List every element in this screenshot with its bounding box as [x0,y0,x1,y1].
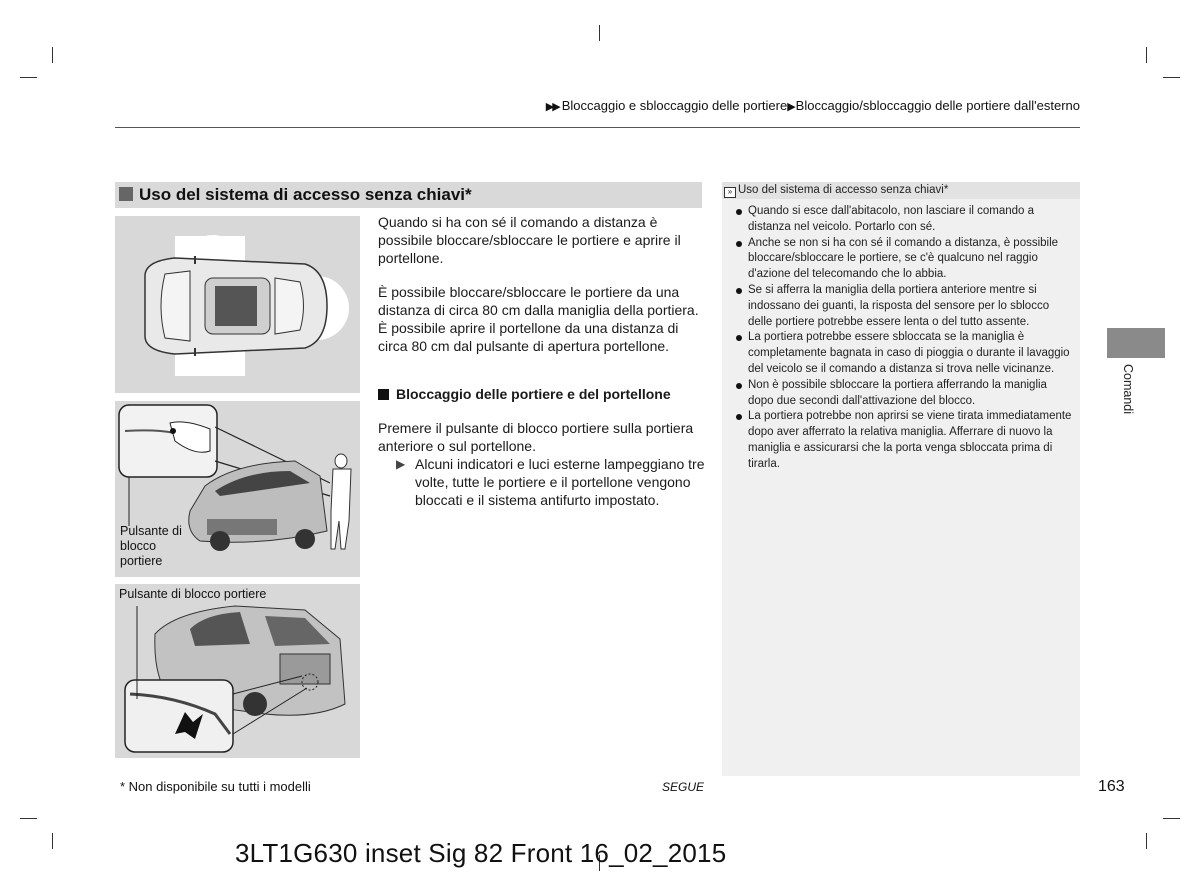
section-title-star: * [465,185,472,204]
figure-tailgate-button [115,584,360,758]
print-slug: 3LT1G630 inset Sig 82 Front 16_02_2015 [235,838,727,868]
cross-reference-icon: » [724,187,736,198]
section-title [115,182,702,208]
breadcrumb-part-1: Bloccaggio e sbloccaggio delle portiere [561,98,788,113]
intro-paragraph: Quando si ha con sé il comando a distanza è possibile bloccare/sbloccare le portiere e aprire il portellone. [378,214,681,267]
breadcrumb-arrows-icon: ▶▶ [545,101,559,113]
side-note-item: Quando si esce dall'abitacolo, non lasciare il comando a distanza nel veicolo. Portarlo con sé. [734,204,1072,236]
crop-mark [20,818,37,819]
figure-car-top-view [115,216,360,393]
page-number: 163 [1098,778,1125,795]
result-step [378,455,706,510]
main-text-column [378,213,706,510]
figure-3-caption: Pulsante di blocco portiere [119,587,267,601]
crop-mark [1163,77,1180,78]
figure-2-caption: Pulsante di blocco portiere [120,524,182,568]
section-title-text: Uso del sistema di accesso senza chiavi [139,185,465,204]
crop-mark [52,47,53,63]
step-arrow-icon: ▶ [396,457,406,472]
breadcrumb-part-2: Bloccaggio/sbloccaggio delle portiere dall'esterno [795,98,1080,113]
side-note-item: Anche se non si ha con sé il comando a distanza, è possibile bloccare/sbloccare le portiere, se c'è qualcuno nel raggio d'azione del telecomando che lo abbia. [734,236,1072,283]
crop-mark [20,77,37,78]
side-note-title-star: * [943,184,949,196]
side-note-title: Uso del sistema di accesso senza chiavi [738,184,944,196]
subheading-square-icon [378,389,389,400]
crop-mark [1146,833,1147,849]
crop-mark [52,833,53,849]
footnote: * Non disponibile su tutti i modelli [120,779,311,794]
side-note-panel [722,182,1080,776]
breadcrumb [546,98,1080,113]
side-note-item: Se si afferra la maniglia della portiera anteriore mentre si indossano dei guanti, la risposta del sensore per lo sblocco delle portiere potrebbe essere lenta o del tutto assente. [734,283,1072,330]
side-note-item: Non è possibile sbloccare la portiera afferrando la maniglia dopo due secondi dall'attivazione del blocco. [734,378,1072,410]
subheading [378,385,706,403]
chapter-thumb-tab [1107,328,1165,358]
side-note-item: La portiera potrebbe essere sbloccata se la maniglia è completamente bagnata in caso di pioggia o durante il lavaggio del veicolo se il comando a distanza si trova nelle vicinanze. [734,330,1072,377]
section-square-icon [119,187,133,201]
side-note-header [722,182,1080,199]
crop-mark [599,25,600,41]
range-paragraph: È possibile bloccare/sbloccare le portiere da una distanza di circa 80 cm dalla maniglia della portiera. È possibile aprire il portellone da una distanza di circa 80 cm dal pulsante di apertura portellone. [378,283,699,355]
breadcrumb-separator-icon: ▶ [787,101,796,113]
side-note-list [734,204,1072,473]
subheading-text: Bloccaggio delle portiere e del portellone [396,386,671,403]
continued-label: SEGUE [662,780,705,794]
crop-mark [1146,47,1147,63]
chapter-label: Comandi [1121,364,1135,415]
result-step-text: Alcuni indicatori e luci esterne lampeggiano tre volte, tutte le portiere e il portellone vengono bloccati e il sistema antifurto impostato. [415,456,705,509]
crop-mark [1163,818,1180,819]
side-note-item: La portiera potrebbe non aprirsi se viene tirata immediatamente dopo aver afferrato la relativa maniglia. Afferrare di nuovo la maniglia e assicurarsi che la porta venga sbloccata prima di tirarla. [734,409,1072,472]
header-rule [115,127,1080,128]
instruction-paragraph: Premere il pulsante di blocco portiere sulla portiera anteriore o sul portellone. [378,419,694,454]
